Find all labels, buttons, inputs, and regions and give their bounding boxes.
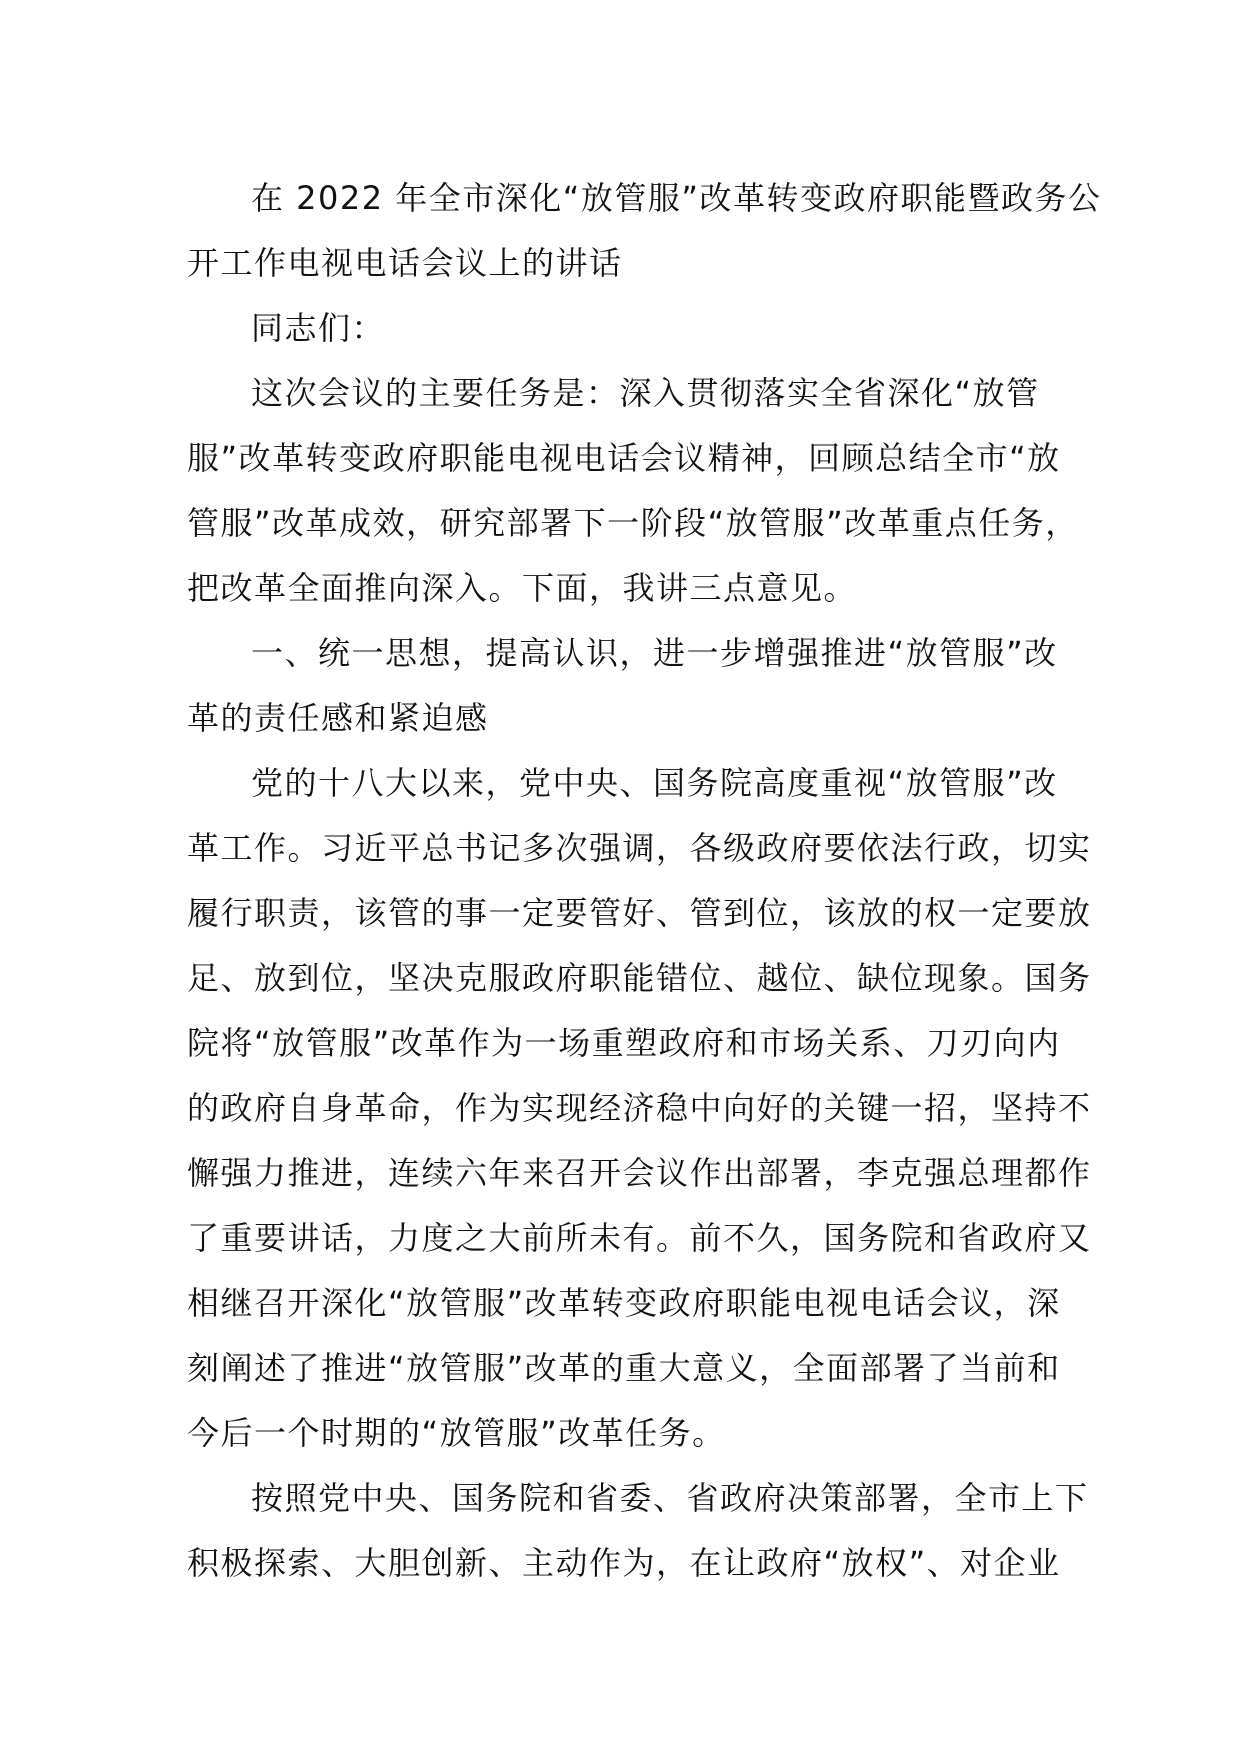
title-line-2: 开工作电视电话会议上的讲话 <box>187 244 623 282</box>
paragraph-line: 相继召开深化“放管服”改革转变政府职能电视电话会议，深 <box>187 1284 1061 1322</box>
paragraph-line: 服”改革转变政府职能电视电话会议精神，回顾总结全市“放 <box>187 439 1061 477</box>
paragraph-line: 党的十八大以来，党中央、国务院高度重视“放管服”改 <box>251 764 1058 802</box>
paragraph-line: 懈强力推进，连续六年来召开会议作出部署，李克强总理都作 <box>187 1154 1092 1192</box>
paragraph-line: 今后一个时期的“放管服”改革任务。 <box>187 1414 726 1452</box>
paragraph-line: 管服”改革成效，研究部署下一阶段“放管服”改革重点任务， <box>187 504 1079 542</box>
paragraph-line: 院将“放管服”改革作为一场重塑政府和市场关系、刀刃向内 <box>187 1024 1061 1062</box>
salutation: 同志们： <box>251 309 386 347</box>
paragraph-line: 刻阐述了推进“放管服”改革的重大意义，全面部署了当前和 <box>187 1349 1061 1387</box>
section-heading-line: 一、统一思想，提高认识，进一步增强推进“放管服”改 <box>251 634 1058 672</box>
paragraph-line: 这次会议的主要任务是：深入贯彻落实全省深化“放管 <box>251 374 1040 412</box>
paragraph-line: 革工作。习近平总书记多次强调，各级政府要依法行政，切实 <box>187 829 1092 867</box>
section-heading-line: 革的责任感和紧迫感 <box>187 699 489 737</box>
paragraph-line: 履行职责，该管的事一定要管好、管到位，该放的权一定要放 <box>187 894 1092 932</box>
paragraph-line: 按照党中央、国务院和省委、省政府决策部署，全市上下 <box>251 1479 1089 1517</box>
paragraph-line: 的政府自身革命，作为实现经济稳中向好的关键一招，坚持不 <box>187 1089 1092 1127</box>
title-line-1: 在 2022 年全市深化“放管服”改革转变政府职能暨政务公 <box>251 179 1102 217</box>
paragraph-line: 足、放到位，坚决克服政府职能错位、越位、缺位现象。国务 <box>187 959 1092 997</box>
speech-text <box>187 166 1102 1596</box>
paragraph-line: 积极探索、大胆创新、主动作为，在让政府“放权”、对企业 <box>187 1544 1061 1582</box>
paragraph-line: 把改革全面推向深入。下面，我讲三点意见。 <box>187 569 858 607</box>
paragraph-line: 了重要讲话，力度之大前所未有。前不久，国务院和省政府又 <box>187 1219 1092 1257</box>
